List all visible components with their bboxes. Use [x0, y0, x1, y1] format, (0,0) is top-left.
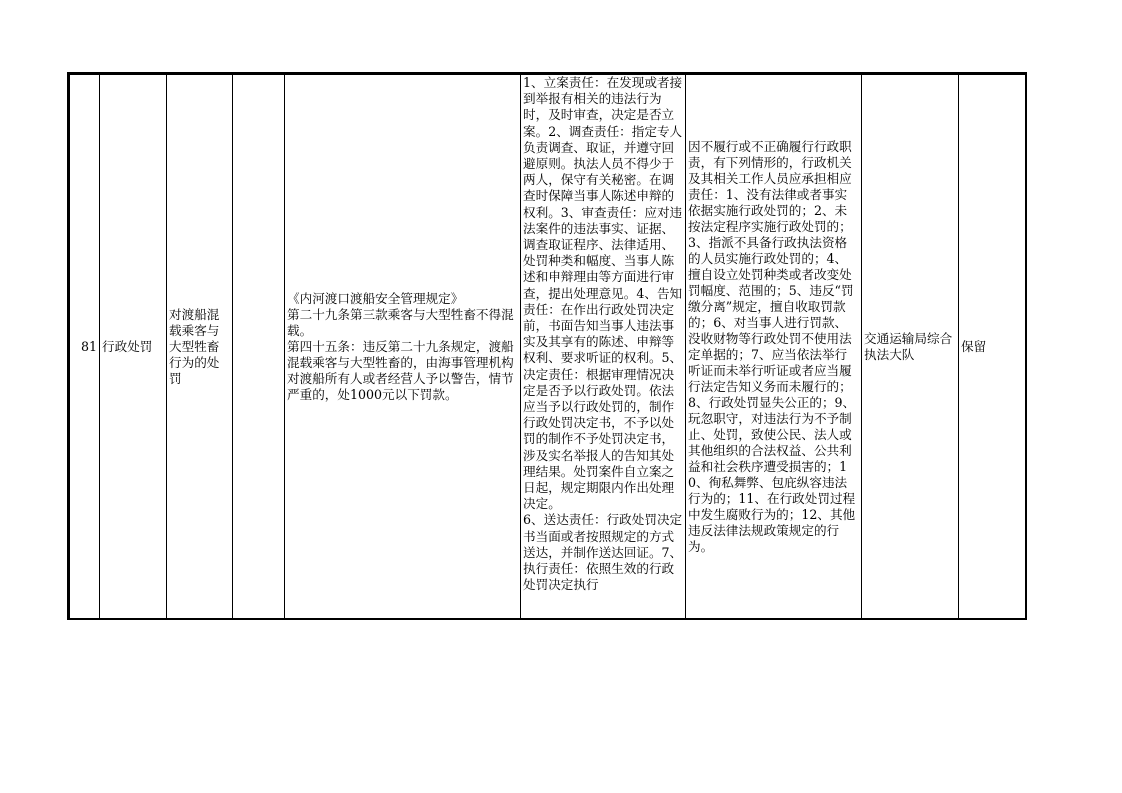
legal-basis-cell: 《内河渡口渡船安全管理规定》 第二十九条第三款乘客与大型牲畜不得混载。 第四十五条：违反第二十九条规定，渡船混载乘客与大型牲畜的，由海事管理机构对渡船所有人或者经营人予以警告，情节严重的，处1000元以下罚款。: [285, 75, 521, 620]
status-cell: 保留: [959, 75, 1026, 620]
table-row: [70, 75, 1026, 620]
row-index: 81: [70, 75, 100, 620]
responsibility-text: 1、立案责任：在发现或者接到举报有相关的违法行为时，及时审查，决定是否立案。2、调查责任：指定专人负责调查、取证，并遵守回避原则。执法人员不得少于两人，保守有关秘密。在调查时保障当事人陈述申辩的权利。3、审查责任：应对违法案件的违法事实、证据、调查取证程序、法律适用、处罚种类和幅度、当事人陈述和申辩理由等方面进行审查，提出处理意见。4、告知责任：在作出行政处罚决定前，书面告知当事人违法事实及其享有的陈述、申辩等权利、要求听证的权利。5、决定责任：根据审理情况决定是否予以行政处罚。依法应当予以行政处罚的，制作行政处罚决定书，不予以处罚的制作不予处罚决定书，涉及实名举报人的告知其处理结果。处罚案件自立案之日起，规定期限内作出处理决定。 6、送达责任：行政处罚决定书当面或者按照规定的方式送达，并制作送达回证。7、执行责任：依照生效的行政处罚决定执行: [523, 75, 683, 593]
accountability-cell: 因不履行或不正确履行行政职责，有下列情形的，行政机关及其相关工作人员应承担相应责任：1、没有法律或者事实依据实施行政处罚的；2、未按法定程序实施行政处罚的；3、指派不具备行政执法资格的人员实施行政处罚的；4、擅自设立处罚种类或者改变处罚幅度、范围的；5、违反“罚缴分离”规定，擅自收取罚款的；6、对当事人进行罚款、没收财物等行政处罚不使用法定单据的；7、应当依法举行听证而未举行听证或者应当履行法定告知义务而未履行的；8、行政处罚显失公正的；9、玩忽职守，对违法行为不予制止、处罚，致使公民、法人或其他组织的合法权益、公共利益和社会秩序遭受损害的；10、徇私舞弊、包庇纵容违法行为的；11、在行政处罚过程中发生腐败行为的；12、其他违反法律法规政策规定的行为。: [686, 75, 862, 620]
item-name-cell: 对渡船混载乘客与大型牲畜行为的处罚: [167, 75, 233, 620]
power-list-table: [69, 74, 1026, 620]
responsibility-cell: [521, 75, 686, 620]
sub-item-cell: [233, 75, 285, 620]
department-cell: 交通运输局综合执法大队: [862, 75, 959, 620]
table-container: [67, 72, 1027, 620]
category-cell: 行政处罚: [100, 75, 167, 620]
